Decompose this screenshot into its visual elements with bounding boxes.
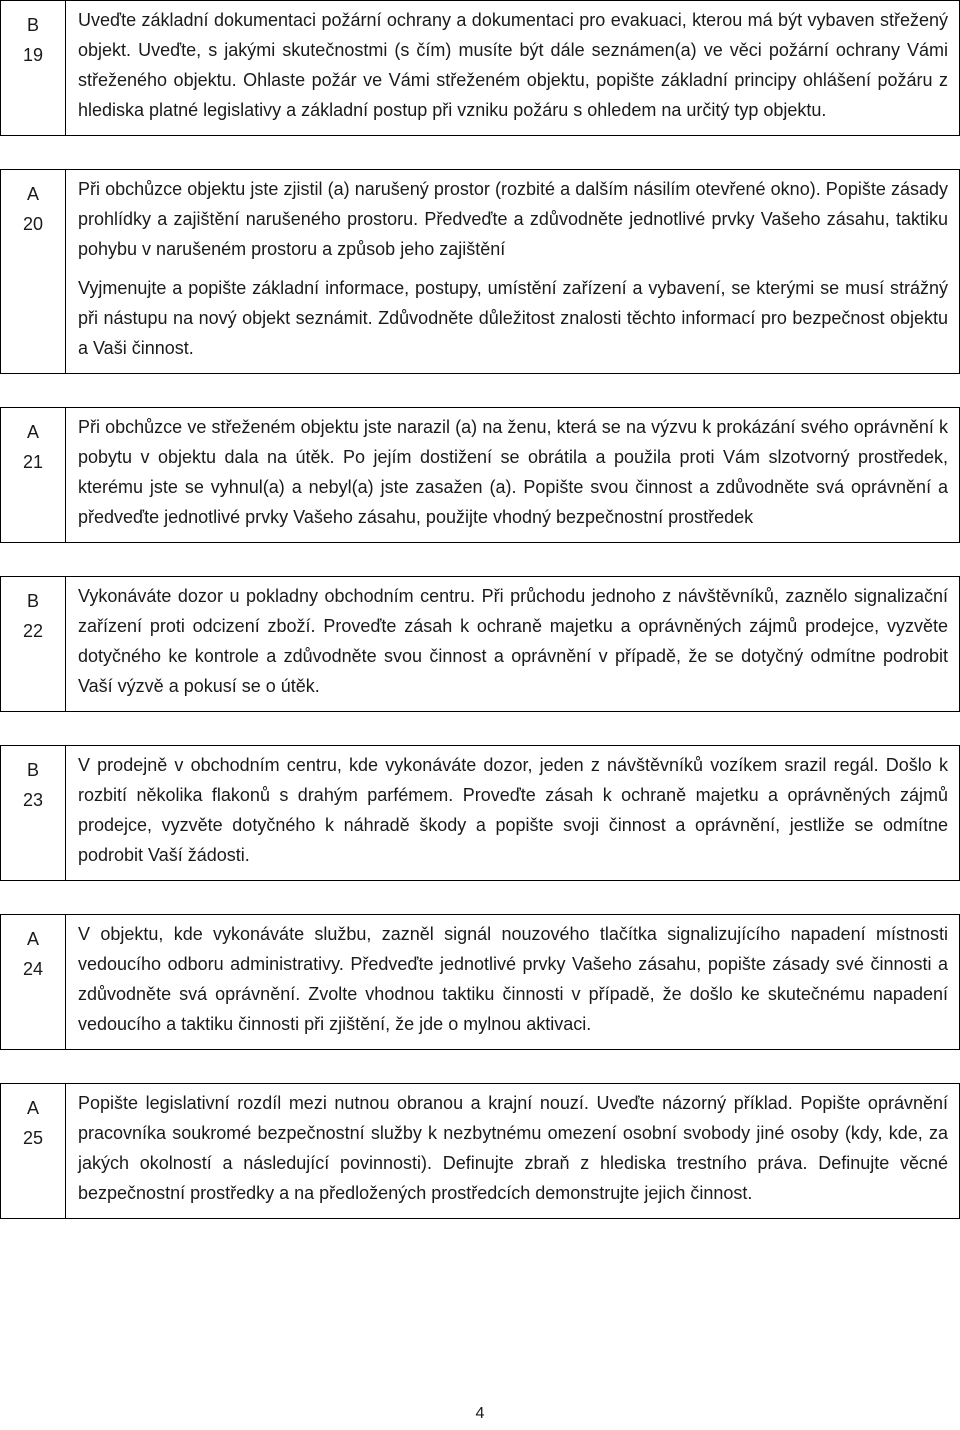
question-text-cell: [66, 915, 960, 1050]
question-paragraph: Uveďte základní dokumentaci požární ochrany a dokumentaci pro evakuaci, kterou má být vybaven střežený objekt. Uveďte, s jakými skutečnostmi (s čím) musíte být dále seznámen(a) ve věci požární ochrany Vámi střeženého objektu. Ohlaste požár ve Vámi střeženém objektu, popište základní principy ohlášení požáru z hlediska platné legislativy a základní postup při vzniku požáru s ohledem na určitý typ objektu.: [78, 10, 948, 120]
question-label-cell: [1, 408, 66, 543]
question-row: [1, 1084, 960, 1219]
row-spacer: [1, 136, 960, 170]
question-paragraph: V objektu, kde vykonáváte službu, zazněl signál nouzového tlačítka signalizujícího napadení místnosti vedoucího odboru administrativy. Předveďte jednotlivé prvky Vašeho zásahu, popište zásady své činnosti a zdůvodněte svá oprávnění. Zvolte vhodnou taktiku činnosti v případě, že došlo ke skutečnému napadení vedoucího a taktiku činnosti při zjištění, že jde o mylnou aktivaci.: [78, 924, 948, 1034]
question-paragraph: Při obchůzce objektu jste zjistil (a) narušený prostor (rozbité a dalším násilím otevřené okno). Popište zásady prohlídky a zajištění narušeného prostoru. Předveďte a zdůvodněte jednotlivé prvky Vašeho zásahu, taktiku pohybu v narušeném prostoru a způsob jeho zajištění: [78, 179, 948, 259]
spacer-cell: [1, 712, 66, 746]
row-spacer: [1, 712, 960, 746]
page-number: 4: [475, 1405, 485, 1422]
row-spacer: [1, 543, 960, 577]
question-label-cell: [1, 170, 66, 374]
spacer-cell: [1, 543, 66, 577]
question-category: A: [26, 929, 39, 949]
spacer-cell: [66, 712, 960, 746]
question-number: 23: [22, 790, 44, 810]
question-label-cell: [1, 915, 66, 1050]
spacer-cell: [1, 1050, 66, 1084]
question-number: 24: [22, 959, 44, 979]
question-category: B: [26, 760, 39, 780]
spacer-cell: [1, 881, 66, 915]
question-label-cell: [1, 1084, 66, 1219]
spacer-cell: [66, 1050, 960, 1084]
question-paragraph: Vyjmenujte a popište základní informace, postupy, umístění zařízení a vybavení, se kterými se musí strážný při nástupu na nový objekt seznámit. Zdůvodněte důležitost znalosti těchto informací pro bezpečnost objektu a Vaši činnost.: [78, 278, 948, 358]
question-number: 20: [22, 214, 44, 234]
question-text-cell: [66, 408, 960, 543]
question-row: [1, 915, 960, 1050]
question-row: [1, 170, 960, 374]
question-text-cell: [66, 1084, 960, 1219]
row-spacer: [1, 1050, 960, 1084]
question-label-cell: [1, 577, 66, 712]
question-number: 25: [22, 1128, 44, 1148]
question-paragraph: V prodejně v obchodním centru, kde vykonáváte dozor, jeden z návštěvníků vozíkem srazil regál. Došlo k rozbití několika flakonů s drahým parfémem. Proveďte zásah k ochraně majetku a oprávněných zájmů prodejce, vyzvěte dotyčného k náhradě škody a popište svoji činnost a oprávnění, jestliže se odmítne podrobit Vaší žádosti.: [78, 755, 948, 865]
question-text-cell: [66, 577, 960, 712]
question-row: [1, 577, 960, 712]
spacer-cell: [66, 881, 960, 915]
row-spacer: [1, 881, 960, 915]
question-paragraph: Při obchůzce ve střeženém objektu jste narazil (a) na ženu, která se na výzvu k prokázání svého oprávnění k pobytu v objektu dala na útěk. Po jejím dostižení se obrátila a použila proti Vám slzotvorný prostředek, kterému jste se vyhnul(a) a nebyl(a) jste zasažen (a). Popište svou činnost a zdůvodněte svá oprávnění a předveďte jednotlivé prvky Vašeho zásahu, použijte vhodný bezpečnostní prostředek: [78, 417, 948, 527]
spacer-cell: [66, 543, 960, 577]
question-paragraph: Vykonáváte dozor u pokladny obchodním centru. Při průchodu jednoho z návštěvníků, zaznělo signalizační zařízení proti odcizení zboží. Proveďte zásah k ochraně majetku a oprávněných zájmů prodejce, vyzvěte dotyčného ke kontrole a zdůvodněte svou činnost a oprávnění v případě, že se dotyčný odmítne podrobit Vaší výzvě a pokusí se o útěk.: [78, 586, 948, 696]
spacer-cell: [1, 136, 66, 170]
question-label-cell: [1, 1, 66, 136]
question-category: A: [26, 184, 39, 204]
question-number: 19: [22, 45, 44, 65]
spacer-cell: [66, 374, 960, 408]
question-row: [1, 746, 960, 881]
spacer-cell: [66, 136, 960, 170]
row-spacer: [1, 374, 960, 408]
spacer-cell: [1, 374, 66, 408]
question-row: [1, 1, 960, 136]
question-category: A: [26, 1098, 39, 1118]
question-text-cell: [66, 746, 960, 881]
question-paragraph: Popište legislativní rozdíl mezi nutnou obranou a krajní nouzí. Uveďte názorný příklad. Popište oprávnění pracovníka soukromé bezpečnostní služby k nezbytnému omezení osobní svobody jiné osoby (kdy, kde, za jakých okolností a následující povinnosti). Definujte zbraň z hlediska trestního práva. Definujte věcné bezpečnostní prostředky a na předložených prostředcích demonstrujte jejich činnost.: [78, 1093, 948, 1203]
question-label-cell: [1, 746, 66, 881]
question-text-cell: [66, 1, 960, 136]
question-table-body: [1, 1, 960, 1219]
question-category: B: [26, 591, 39, 611]
question-category: B: [26, 15, 39, 35]
question-number: 22: [22, 621, 44, 641]
question-category: A: [26, 422, 39, 442]
question-number: 21: [22, 452, 44, 472]
question-text-cell: [66, 170, 960, 374]
question-row: [1, 408, 960, 543]
